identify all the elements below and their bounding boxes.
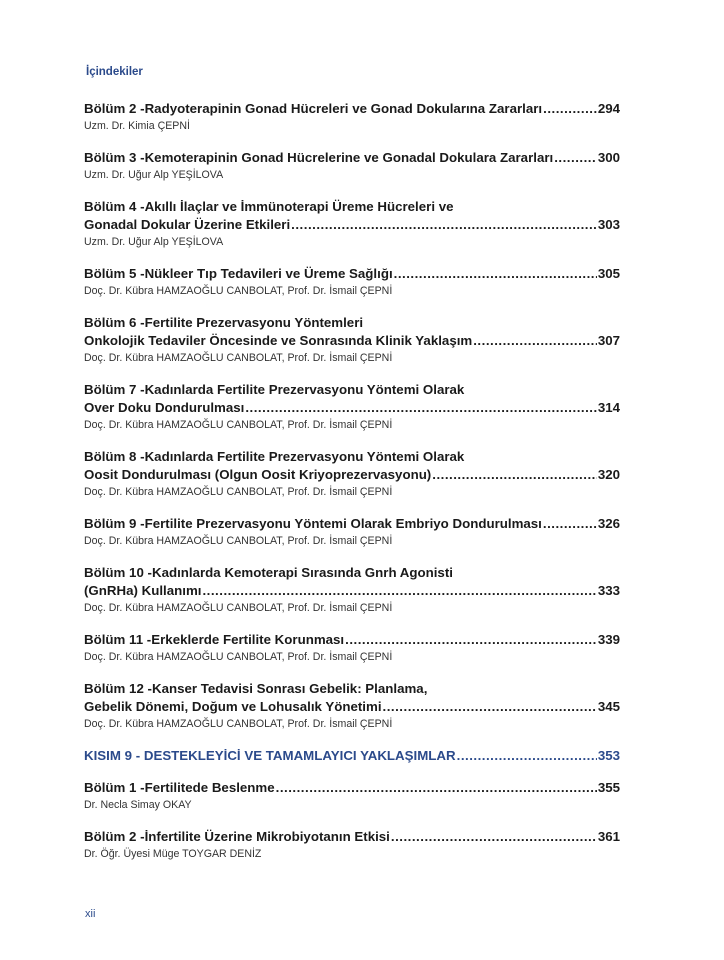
chapter-authors: Doç. Dr. Kübra HAMZAOĞLU CANBOLAT, Prof. Dr. İsmail ÇEPNİ — [84, 486, 393, 498]
chapter-title: Gonadal Dokular Üzerine Etkileri — [84, 217, 291, 232]
chapter-label: Bölüm 7 - — [84, 382, 145, 397]
chapter-title: Kadınlarda Kemoterapi Sırasında Gnrh Agonisti — [151, 565, 453, 580]
dot-leader — [276, 779, 597, 797]
chapter-label: Bölüm 10 - — [84, 565, 152, 580]
chapter-label: Bölüm 12 - — [84, 681, 152, 696]
chapter-page-number: 339 — [597, 632, 620, 647]
dot-leader — [432, 466, 597, 484]
chapter-authors: Uzm. Dr. Uğur Alp YEŞİLOVA — [84, 169, 224, 181]
toc-entry-line — [84, 698, 620, 716]
chapter-page-number: 326 — [597, 516, 620, 531]
toc-entry-line — [84, 216, 620, 234]
toc-entry-line — [84, 149, 620, 167]
dot-leader — [391, 828, 597, 846]
chapter-title: Akıllı İlaçlar ve İmmünoterapi Üreme Hücreleri ve — [144, 199, 454, 214]
chapter-label: Bölüm 8 - — [84, 449, 145, 464]
toc-entry-line — [84, 564, 620, 582]
toc-entry[interactable] — [84, 381, 620, 433]
chapter-title: Kemoterapinin Gonad Hücrelerine ve Gonadal Dokulara Zararları — [144, 150, 554, 165]
chapter-title: Oosit Dondurulması (Olgun Oosit Kriyoprezervasyonu) — [84, 467, 432, 482]
toc-entry-line — [84, 314, 620, 332]
toc-entry[interactable] — [84, 515, 620, 549]
toc-entry-line — [84, 100, 620, 118]
toc-entry[interactable] — [84, 779, 620, 813]
chapter-title: Kadınlarda Fertilite Prezervasyonu Yöntemi Olarak — [144, 449, 465, 464]
chapter-list — [84, 100, 620, 732]
chapter-page-number: 305 — [597, 266, 620, 281]
dot-leader — [473, 332, 597, 350]
chapter-page-number: 320 — [597, 467, 620, 482]
chapter-page-number: 333 — [597, 583, 620, 598]
dot-leader — [245, 399, 596, 417]
toc-entry-line — [84, 332, 620, 350]
toc-entry[interactable] — [84, 265, 620, 299]
dot-leader — [291, 216, 597, 234]
toc-entry-line — [84, 381, 620, 399]
toc-entry[interactable] — [84, 828, 620, 862]
dot-leader — [543, 515, 597, 533]
toc-entry[interactable] — [84, 198, 620, 250]
chapter-title: Erkeklerde Fertilite Korunması — [151, 632, 345, 647]
chapter-title: Kadınlarda Fertilite Prezervasyonu Yöntemi Olarak — [144, 382, 465, 397]
chapter-list-part-9 — [84, 779, 620, 862]
chapter-page-number: 314 — [597, 400, 620, 415]
chapter-authors: Doç. Dr. Kübra HAMZAOĞLU CANBOLAT, Prof. Dr. İsmail ÇEPNİ — [84, 352, 393, 364]
dot-leader — [457, 747, 597, 765]
toc-entry[interactable] — [84, 448, 620, 500]
toc-entry[interactable] — [84, 149, 620, 183]
chapter-page-number: 345 — [597, 699, 620, 714]
toc-entry-line — [84, 466, 620, 484]
chapter-label: Bölüm 1 - — [84, 780, 145, 795]
chapter-page-number: 303 — [597, 217, 620, 232]
dot-leader — [554, 149, 597, 167]
chapter-authors: Doç. Dr. Kübra HAMZAOĞLU CANBOLAT, Prof. Dr. İsmail ÇEPNİ — [84, 602, 393, 614]
chapter-authors: Dr. Öğr. Üyesi Müge TOYGAR DENİZ — [84, 848, 262, 860]
table-of-contents — [84, 100, 620, 877]
chapter-title: Kanser Tedavisi Sonrası Gebelik: Planlama, — [151, 681, 428, 696]
chapter-authors: Doç. Dr. Kübra HAMZAOĞLU CANBOLAT, Prof. Dr. İsmail ÇEPNİ — [84, 651, 393, 663]
chapter-title: Onkolojik Tedaviler Öncesinde ve Sonrasında Klinik Yaklaşım — [84, 333, 473, 348]
chapter-authors: Doç. Dr. Kübra HAMZAOĞLU CANBOLAT, Prof. Dr. İsmail ÇEPNİ — [84, 535, 393, 547]
chapter-page-number: 355 — [597, 780, 620, 795]
chapter-label: Bölüm 2 - — [84, 101, 145, 116]
chapter-authors: Dr. Necla Simay OKAY — [84, 799, 192, 811]
toc-entry[interactable] — [84, 564, 620, 616]
chapter-authors: Doç. Dr. Kübra HAMZAOĞLU CANBOLAT, Prof. Dr. İsmail ÇEPNİ — [84, 419, 393, 431]
chapter-title: Fertilite Prezervasyonu Yöntemi Olarak Embriyo Dondurulması — [144, 516, 542, 531]
chapter-page-number: 361 — [597, 829, 620, 844]
chapter-title: Gebelik Dönemi, Doğum ve Lohusalık Yönetimi — [84, 699, 382, 714]
dot-leader — [383, 698, 597, 716]
chapter-authors: Uzm. Dr. Uğur Alp YEŞİLOVA — [84, 236, 224, 248]
part-heading-title: KISIM 9 - DESTEKLEYİCİ VE TAMAMLAYICI YAKLAŞIMLAR — [84, 748, 456, 763]
dot-leader — [202, 582, 596, 600]
toc-entry-line — [84, 828, 620, 846]
part-heading-page: 353 — [597, 748, 620, 763]
toc-entry-line — [84, 265, 620, 283]
toc-entry[interactable] — [84, 680, 620, 732]
chapter-page-number: 294 — [597, 101, 620, 116]
dot-leader — [345, 631, 597, 649]
toc-entry[interactable] — [84, 631, 620, 665]
dot-leader — [394, 265, 597, 283]
toc-entry-line — [84, 515, 620, 533]
chapter-label: Bölüm 5 - — [84, 266, 145, 281]
chapter-label: Bölüm 2 - — [84, 829, 145, 844]
toc-header: İçindekiler — [86, 66, 143, 78]
chapter-label: Bölüm 11 - — [84, 632, 152, 647]
chapter-title: İnfertilite Üzerine Mikrobiyotanın Etkisi — [144, 829, 390, 844]
toc-entry-line — [84, 582, 620, 600]
chapter-title: Fertilitede Beslenme — [144, 780, 275, 795]
chapter-title: (GnRHa) Kullanımı — [84, 583, 202, 598]
chapter-authors: Doç. Dr. Kübra HAMZAOĞLU CANBOLAT, Prof. Dr. İsmail ÇEPNİ — [84, 285, 393, 297]
chapter-label: Bölüm 9 - — [84, 516, 145, 531]
chapter-title: Over Doku Dondurulması — [84, 400, 245, 415]
toc-entry-line — [84, 680, 620, 698]
dot-leader — [543, 100, 597, 118]
toc-entry-line — [84, 399, 620, 417]
part-heading-row[interactable] — [84, 747, 620, 765]
chapter-label: Bölüm 6 - — [84, 315, 145, 330]
chapter-authors: Uzm. Dr. Kimia ÇEPNİ — [84, 120, 190, 132]
toc-entry-line — [84, 448, 620, 466]
toc-entry[interactable] — [84, 100, 620, 134]
chapter-title: Nükleer Tıp Tedavileri ve Üreme Sağlığı — [144, 266, 393, 281]
chapter-title: Radyoterapinin Gonad Hücreleri ve Gonad Dokularına Zararları — [144, 101, 543, 116]
toc-entry[interactable] — [84, 314, 620, 366]
chapter-label: Bölüm 4 - — [84, 199, 145, 214]
chapter-label: Bölüm 3 - — [84, 150, 145, 165]
chapter-page-number: 300 — [597, 150, 620, 165]
toc-entry-line — [84, 779, 620, 797]
chapter-page-number: 307 — [597, 333, 620, 348]
chapter-authors: Doç. Dr. Kübra HAMZAOĞLU CANBOLAT, Prof. Dr. İsmail ÇEPNİ — [84, 718, 393, 730]
chapter-title: Fertilite Prezervasyonu Yöntemleri — [144, 315, 364, 330]
page-number: xii — [85, 908, 96, 920]
toc-entry-line — [84, 198, 620, 216]
toc-entry-line — [84, 631, 620, 649]
